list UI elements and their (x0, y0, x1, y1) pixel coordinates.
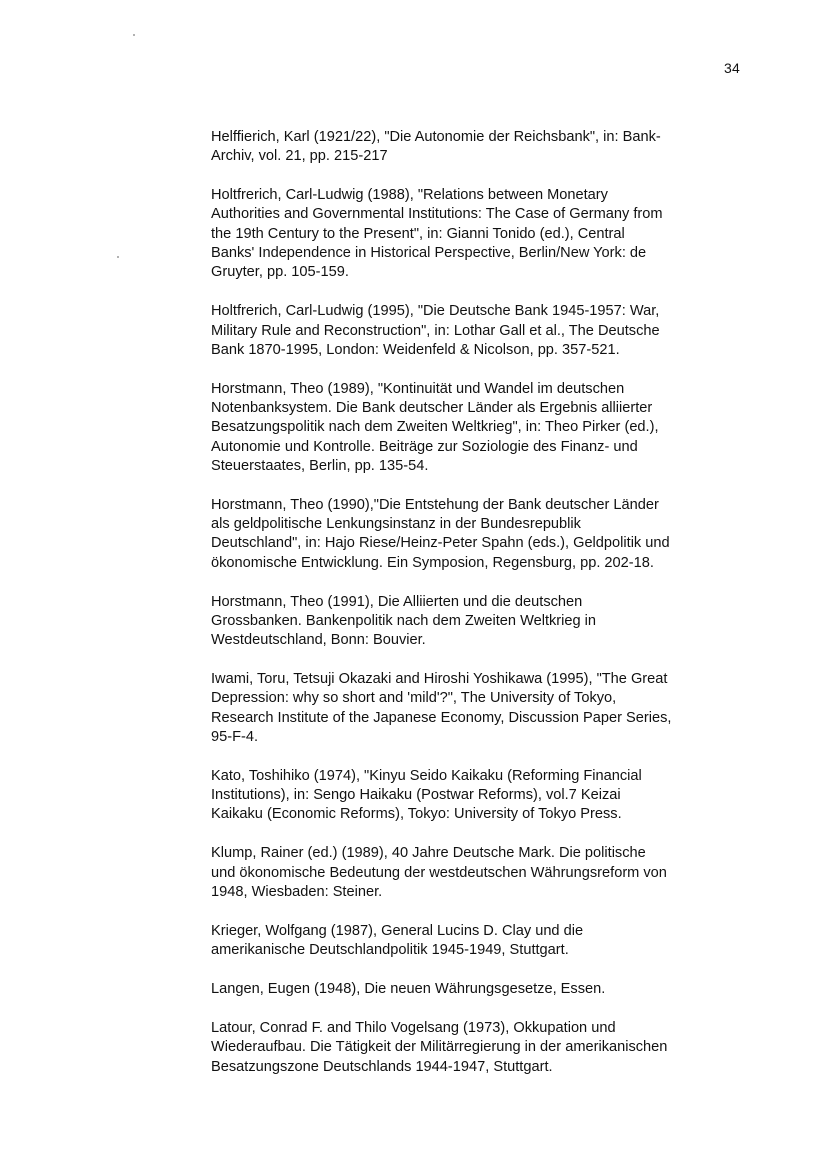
reference-entry: Krieger, Wolfgang (1987), General Lucins D. Clay und die amerikanische Deutschlandpolitik 1945-1949, Stuttgart. (211, 922, 584, 959)
page-number: 34 (724, 60, 740, 76)
reference-entry: Horstmann, Theo (1991), Die Alliierten und die deutschen Grossbanken. Bankenpolitik nach dem Zweiten Weltkrieg in Westdeutschland, Bonn: Bouvier. (211, 593, 597, 649)
scan-speck (133, 34, 135, 36)
reference-entry: Kato, Toshihiko (1974), "Kinyu Seido Kaikaku (Reforming Financial Institutions), in: Sengo Haikaku (Postwar Reforms), vol.7 Keizai Kaikaku (Economic Reforms), Tokyo: University of Tokyo Press. (211, 767, 642, 823)
reference-list (211, 128, 756, 1096)
reference-entry: Langen, Eugen (1948), Die neuen Währungsgesetze, Essen. (211, 981, 606, 998)
reference-entry: Latour, Conrad F. and Thilo Vogelsang (1973), Okkupation und Wiederaufbau. Die Tätigkeit der Militärregierung in der amerikanischen Besatzungszone Deutschlands 1944-1947, Stuttgart. (211, 1019, 668, 1075)
reference-entry: Horstmann, Theo (1990),"Die Entstehung der Bank deutscher Länder als geldpolitische Lenkungsinstanz in der Bundesrepublik Deutschland", in: Hajo Riese/Heinz-Peter Spahn (eds.), Geldpolitik und ökonomische Entwicklung. Ein Symposion, Regensburg, pp. 202-18. (211, 496, 670, 571)
reference-entry: Holtfrerich, Carl-Ludwig (1988), "Relations between Monetary Authorities and Governmental Institutions: The Case of Germany from the 19th Century to the Present", in: Gianni Tonido (ed.), Central Banks' Independence in Historical Perspective, Berlin/New York: de Gruyter, pp. 105-159. (211, 187, 663, 281)
reference-entry: Holtfrerich, Carl-Ludwig (1995), "Die Deutsche Bank 1945-1957: War, Military Rule and Reconstruction", in: Lothar Gall et al., The Deutsche Bank 1870-1995, London: Weidenfeld & Nicolson, pp. 357-521. (211, 303, 660, 358)
reference-entry: Horstmann, Theo (1989), "Kontinuität und Wandel im deutschen Notenbanksystem. Die Bank deutscher Länder als Ergebnis alliierter Besatzungspolitik nach dem Zweiten Weltkrieg", in: Theo Pirker (ed.), Autonomie und Kontrolle. Beiträge zur Soziologie des Finanz- und Steuerstaates, Berlin, pp. 135-54. (211, 380, 659, 474)
reference-entry: Helffierich, Karl (1921/22), "Die Autonomie der Reichsbank", in: Bank- Archiv, vol. 21, pp. 215-217 (211, 129, 661, 165)
reference-entry: Klump, Rainer (ed.) (1989), 40 Jahre Deutsche Mark. Die politische und ökonomische Bedeutung der westdeutschen Währungsreform von 1948, Wiesbaden: Steiner. (211, 845, 667, 900)
scan-speck (117, 256, 119, 258)
reference-entry: Iwami, Toru, Tetsuji Okazaki and Hiroshi Yoshikawa (1995), "The Great Depression: why so short and 'mild'?", The University of Tokyo, Research Institute of the Japanese Economy, Discussion Paper Series, 95-F-4. (211, 671, 672, 745)
